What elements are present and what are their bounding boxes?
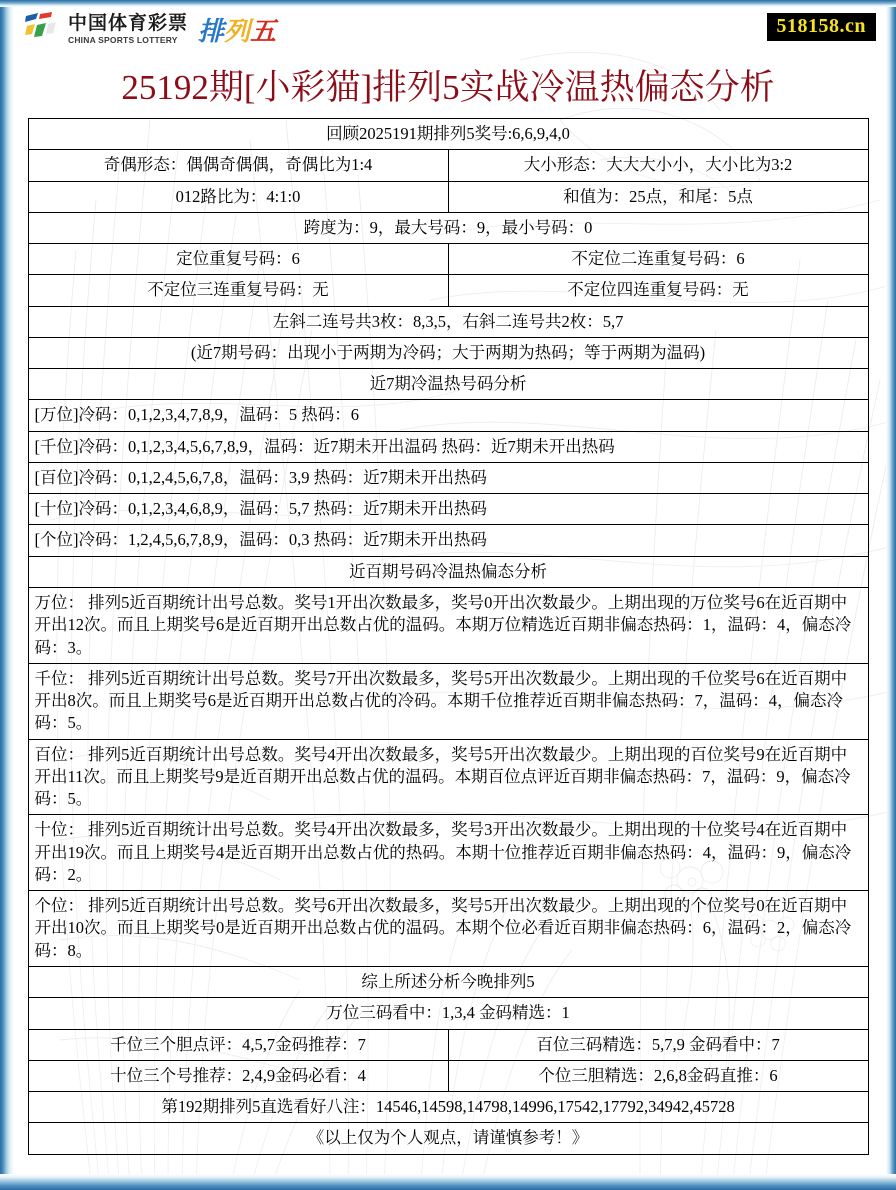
summary-bai-pick: 百位三码精选：5,7,9 金码看中：7 <box>448 1029 868 1060</box>
table-row-recent7-bai <box>28 462 868 493</box>
cold-warm-hot-legend: (近7期号码：出现小于两期为冷码；大于两期为热码；等于两期为温码) <box>28 337 868 368</box>
page-title: 25192期[小彩猫]排列5实战冷温热偏态分析 <box>121 68 775 107</box>
section-title-summary: 综上所述分析今晚排列5 <box>28 966 868 997</box>
big-small-pattern: 大小形态：大大大小小，大小比为3:2 <box>448 150 868 181</box>
disclaimer-note: 《以上仅为个人观点，请谨慎参考！》 <box>28 1123 868 1154</box>
table-row-summary-wan <box>28 998 868 1029</box>
unfixed-four-repeat-number: 不定位四连重复号码：无 <box>448 275 868 306</box>
summary-ge-pick: 个位三胆精选：2,6,8金码直推：6 <box>448 1060 868 1091</box>
table-row-repeat-fixed <box>28 244 868 275</box>
recent7-bai-position: [百位]冷码：0,1,2,4,5,6,7,8，温码：3,9 热码：近7期未开出热码 <box>28 462 868 493</box>
table-row-odd-even-big-small <box>28 150 868 181</box>
table-row-para-shi <box>28 815 868 891</box>
table-row-recent7-shi <box>28 494 868 525</box>
unfixed-three-repeat-number: 不定位三连重复号码：无 <box>28 275 448 306</box>
fixed-repeat-number: 定位重复号码：6 <box>28 244 448 275</box>
game-name-char-1: 排 <box>198 15 225 46</box>
review-headline: 回顾2025191期排列5奖号:6,6,9,4,0 <box>28 119 868 150</box>
table-row-summary-title <box>28 966 868 997</box>
road-012-ratio: 012路比为：4:1:0 <box>28 181 448 212</box>
direct-selection-picks: 第192期排列5直选看好八注：14546,14598,14798,14996,17542,17792,34942,45728 <box>28 1092 868 1123</box>
game-name-char-2: 列 <box>224 15 251 46</box>
brand-name-en: CHINA SPORTS LOTTERY <box>68 34 178 45</box>
span-value: 跨度为：9，最大号码：9，最小号码：0 <box>28 212 868 243</box>
summary-wan-pick: 万位三码看中：1,3,4 金码精选：1 <box>28 998 868 1029</box>
table-row-repeat-unfixed <box>28 275 868 306</box>
table-row-para-qian <box>28 663 868 739</box>
table-row-recent7-qian <box>28 431 868 462</box>
section-title-recent7: 近7期冷温热号码分析 <box>28 369 868 400</box>
table-row-summary-qian-bai <box>28 1029 868 1060</box>
recent7-qian-position: [千位]冷码：0,1,2,3,4,5,6,7,8,9，温码：近7期未开出温码 热码：近7期未开出热码 <box>28 431 868 462</box>
analysis-paragraph-bai: 百位： 排列5近百期统计出号总数。奖号4开出次数最多，奖号5开出次数最少。上期出现的百位奖号9在近百期中开出11次。而且上期奖号9是近百期开出总数占优的温码。本期百位点评近百期非偏态热码：7，温码：9，偏态冷码：5。 <box>28 739 868 815</box>
brand-logo[interactable] <box>22 10 276 48</box>
table-row-summary-shi-ge <box>28 1060 868 1091</box>
game-name-char-3: 五 <box>250 15 277 46</box>
diagonal-consecutive: 左斜二连号共3枚：8,3,5，右斜二连号共2枚：5,7 <box>28 306 868 337</box>
frame-border-bottom <box>0 1174 896 1190</box>
table-row-span <box>28 212 868 243</box>
analysis-table <box>28 118 869 1155</box>
recent7-shi-position: [十位]冷码：0,1,2,3,4,6,8,9，温码：5,7 热码：近7期未开出热码 <box>28 494 868 525</box>
brand-name-cn: 中国体育彩票 <box>68 12 189 34</box>
analysis-paragraph-shi: 十位： 排列5近百期统计出号总数。奖号4开出次数最多，奖号3开出次数最少。上期出现的十位奖号4在近百期中开出19次。而且上期奖号4是近百期开出总数占优的热码。本期十位推荐近百期非偏态热码：4，温码：9，偏态冷码：2。 <box>28 815 868 891</box>
table-row-para-ge <box>28 891 868 967</box>
odd-even-pattern: 奇偶形态：偶偶奇偶偶，奇偶比为1:4 <box>28 150 448 181</box>
summary-shi-pick: 十位三个号推荐：2,4,9金码必看：4 <box>28 1060 448 1091</box>
game-name-logo <box>198 11 276 48</box>
table-row-road012-sum <box>28 181 868 212</box>
recent7-ge-position: [个位]冷码：1,2,4,5,6,7,8,9，温码：0,3 热码：近7期未开出热码 <box>28 525 868 556</box>
table-row-recent7-wan <box>28 400 868 431</box>
brand-text <box>68 14 188 45</box>
table-row-legend <box>28 337 868 368</box>
table-row-para-wan <box>28 587 868 663</box>
section-title-recent100: 近百期号码冷温热偏态分析 <box>28 556 868 587</box>
table-row-picks <box>28 1092 868 1123</box>
analysis-paragraph-wan: 万位： 排列5近百期统计出号总数。奖号1开出次数最多，奖号0开出次数最少。上期出现的万位奖号6在近百期中开出12次。而且上期奖号6是近百期开出总数占优的温码。本期万位精选近百期非偏态热码：1，温码：4，偏态冷码：3。 <box>28 587 868 663</box>
unfixed-two-repeat-number: 不定位二连重复号码：6 <box>448 244 868 275</box>
site-url-badge[interactable]: 518158.cn <box>767 13 877 41</box>
table-row-section7-title <box>28 369 868 400</box>
recent7-wan-position: [万位]冷码：0,1,2,3,4,7,8,9，温码：5 热码：6 <box>28 400 868 431</box>
table-row-para-bai <box>28 739 868 815</box>
site-header <box>0 0 896 58</box>
analysis-paragraph-ge: 个位： 排列5近百期统计出号总数。奖号6开出次数最多，奖号5开出次数最少。上期出现的个位奖号0在近百期中开出10次。而且上期奖号0是近百期开出总数占优的温码。本期个位必看近百期非偏态热码：6，温码：2，偏态冷码：8。 <box>28 891 868 967</box>
sports-lottery-emblem-icon <box>22 10 62 48</box>
summary-qian-pick: 千位三个胆点评：4,5,7金码推荐：7 <box>28 1029 448 1060</box>
table-row-recent7-ge <box>28 525 868 556</box>
table-row-disclaimer <box>28 1123 868 1154</box>
sum-value: 和值为：25点，和尾：5点 <box>448 181 868 212</box>
analysis-paragraph-qian: 千位： 排列5近百期统计出号总数。奖号7开出次数最多，奖号5开出次数最少。上期出现的千位奖号6在近百期中开出8次。而且上期奖号6是近百期开出总数占优的冷码。本期千位推荐近百期非偏态热码：7，温码：4，偏态冷码：5。 <box>28 663 868 739</box>
table-row-section100-title <box>28 556 868 587</box>
table-row-review-headline <box>28 119 868 150</box>
table-row-diagonal <box>28 306 868 337</box>
